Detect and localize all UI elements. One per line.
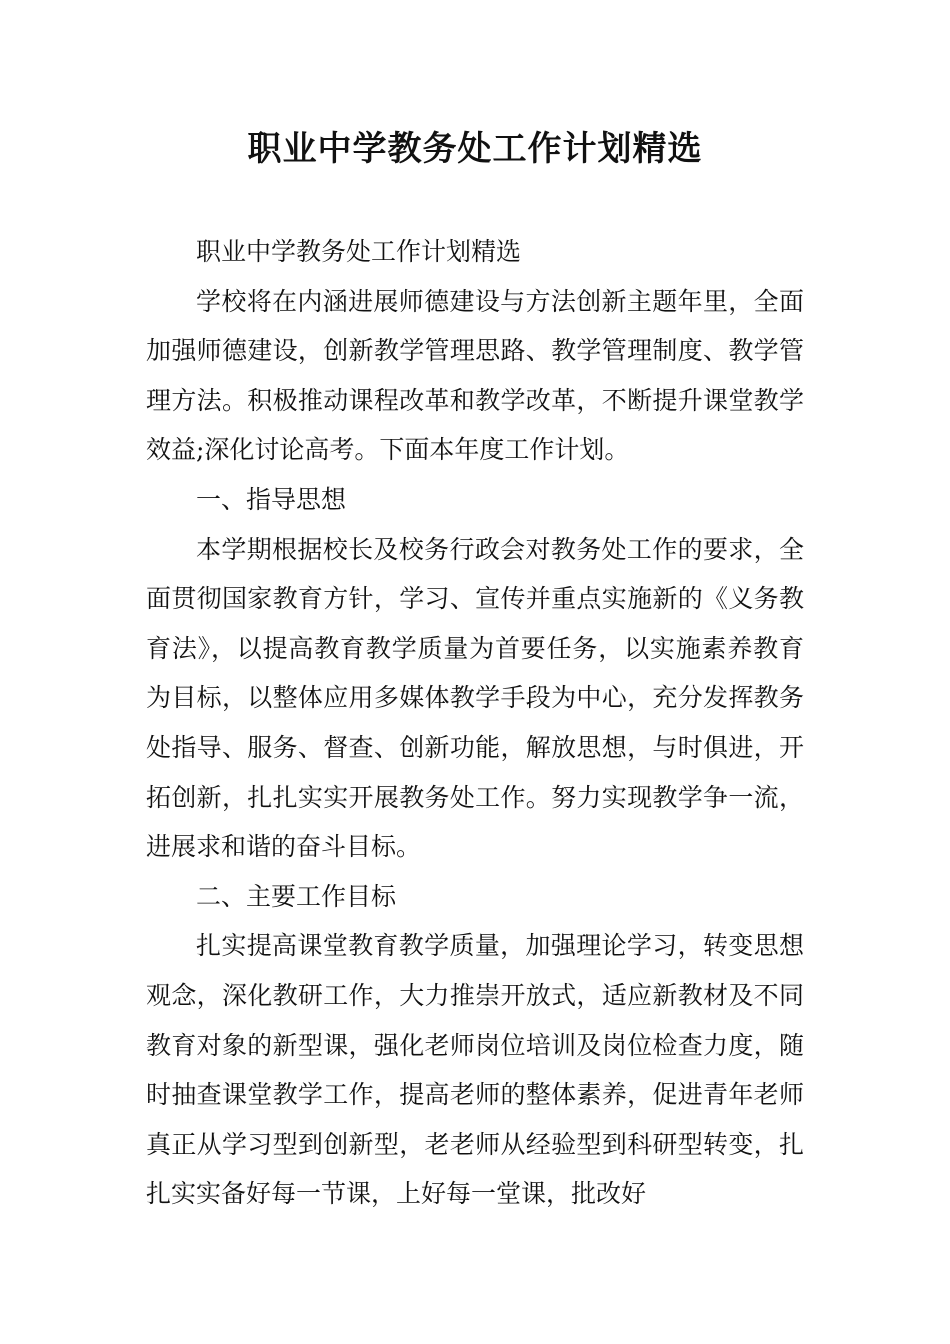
paragraph-subtitle: 职业中学教务处工作计划精选 bbox=[196, 237, 522, 266]
section-heading-guiding-ideology: 一、指导思想 bbox=[196, 484, 347, 514]
document-body bbox=[146, 227, 804, 1219]
section-heading-main-goals: 二、主要工作目标 bbox=[196, 881, 397, 911]
paragraph-intro: 学校将在内涵进展师德建设与方法创新主题年里，全面加强师德建设，创新教学管理思路、教学管理制度、教学管理方法。积极推动课程改革和教学改革，不断提升课堂教学效益;深化讨论高考。下面本年度工作计划。 bbox=[146, 286, 804, 465]
document-title: 职业中学教务处工作计划精选 bbox=[247, 129, 703, 169]
paragraph-main-goals: 扎实提高课堂教育教学质量，加强理论学习，转变思想观念，深化教研工作，大力推崇开放式，适应新教材及不同教育对象的新型课，强化老师岗位培训及岗位检查力度，随时抽查课堂教学工作，提高老师的整体素养，促进青年老师真正从学习型到创新型，老老师从经验型到科研型转变，扎扎实实备好每一节课，上好每一堂课，批改好 bbox=[146, 931, 804, 1209]
paragraph-guiding-ideology: 本学期根据校长及校务行政会对教务处工作的要求，全面贯彻国家教育方针，学习、宣传并重点实施新的《义务教育法》，以提高教育教学质量为首要任务，以实施素养教育为目标，以整体应用多媒体教学手段为中心，充分发挥教务处指导、服务、督查、创新功能，解放思想，与时俱进，开拓创新，扎扎实实开展教务处工作。努力实现教学争一流，进展求和谐的奋斗目标。 bbox=[146, 534, 804, 862]
